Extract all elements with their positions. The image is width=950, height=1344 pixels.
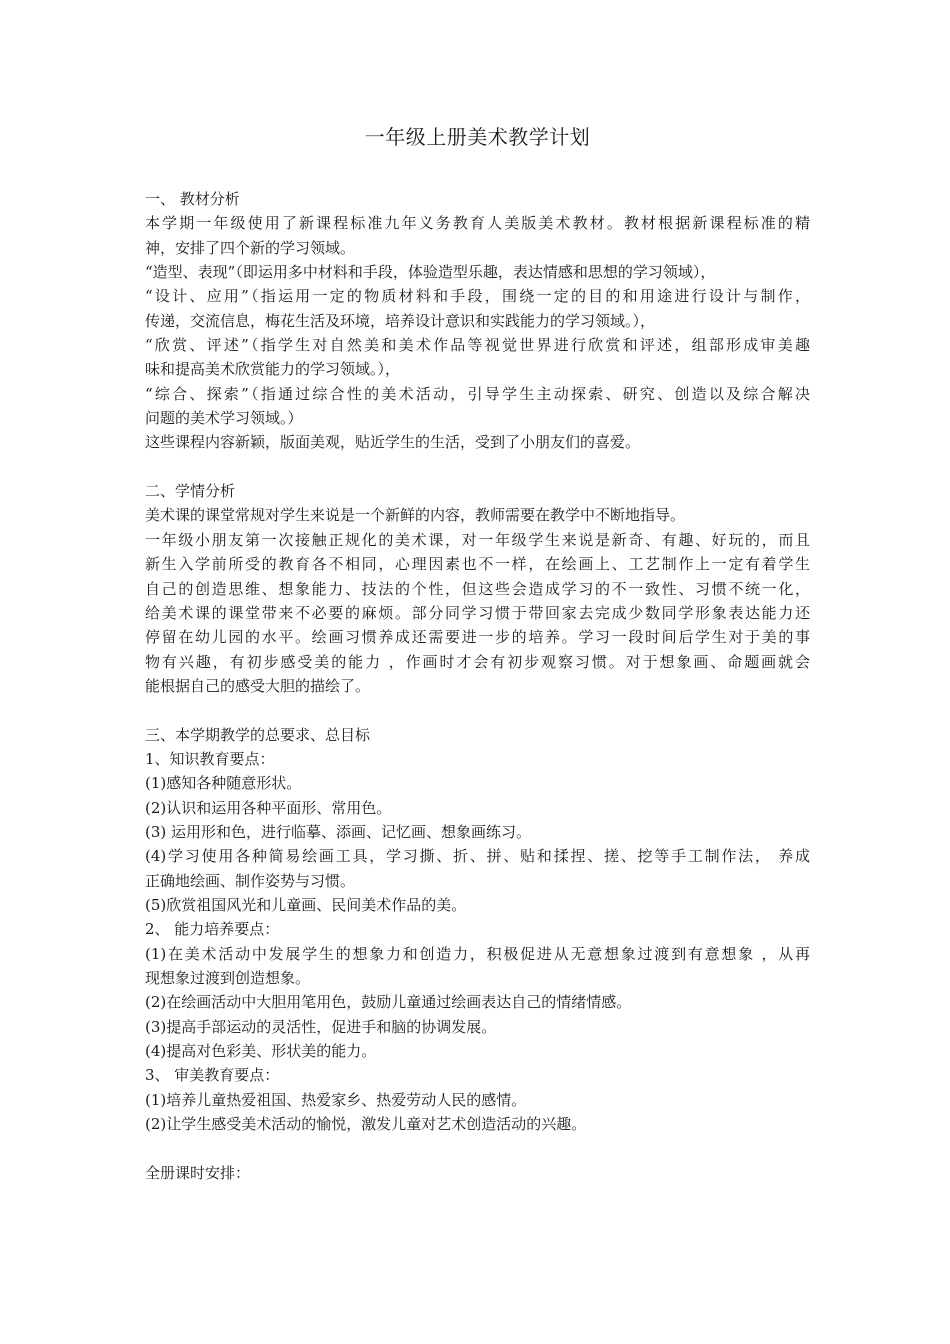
paragraph-line: 新生入学前所受的教育各不相同，心理因素也不一样，在绘画上、工艺制作上一定有着学生 <box>145 555 810 574</box>
paragraph-line: 问题的美术学习领域。） <box>145 409 303 428</box>
blank-line <box>145 698 810 722</box>
list-item: 现想象过渡到创造想象。 <box>145 969 311 987</box>
section-heading: 二、学情分析 <box>145 482 236 501</box>
section-heading: 一、 教材分析 <box>145 190 240 208</box>
paragraph-line: 能根据自己的感受大胆的描绘了。 <box>145 676 371 695</box>
list-item: (1)感知各种随意形状。 <box>145 774 302 793</box>
list-item: (4)学习使用各种简易绘画工具，学习撕、折、拼、贴和揉捏、搓、挖等手工制作法， 养成 <box>145 847 810 866</box>
subsection-heading: 3、 审美教育要点： <box>145 1066 280 1085</box>
list-item: 正确地绘画、制作姿势与习惯。 <box>145 871 356 890</box>
list-item: (1)培养儿童热爱祖国、热爱家乡、热爱劳动人民的感情。 <box>145 1090 527 1109</box>
blank-line <box>145 455 810 479</box>
list-item: (1)在美术活动中发展学生的想象力和创造力，积极促进从无意想象过渡到有意想象 ，从再 <box>145 944 810 963</box>
paragraph-line: 美术课的课堂常规对学生来说是一个新鲜的内容，教师需要在教学中不断地指导。 <box>145 506 686 525</box>
list-item: (2)让学生感受美术活动的愉悦，激发儿童对艺术创造活动的兴趣。 <box>145 1115 587 1134</box>
paragraph-line: “设计、应用”（指运用一定的物质材料和手段，围绕一定的目的和用途进行设计与制作， <box>145 287 810 306</box>
paragraph-line: 自己的创造思维、想象能力、技法的个性，但这些会造成学习的不一致性、习惯不统一化， <box>145 579 810 598</box>
paragraph-line: 停留在幼儿园的水平。绘画习惯养成还需要进一步的培养。学习一段时间后学生对于美的事 <box>145 628 810 647</box>
paragraph-line: “综合、探索”（指通过综合性的美术活动，引导学生主动探索、研究、创造以及综合解决 <box>145 384 810 403</box>
paragraph-line: 味和提高美术欣赏能力的学习领域。）， <box>145 360 401 379</box>
paragraph-line: “欣赏、评述”（指学生对自然美和美术作品等视觉世界进行欣赏和评述，组部形成审美趣 <box>145 336 810 355</box>
subsection-heading: 2、 能力培养要点： <box>145 920 280 939</box>
list-item: (2)认识和运用各种平面形、常用色。 <box>145 798 392 817</box>
list-item: (2)在绘画活动中大胆用笔用色，鼓励儿童通过绘画表达自己的情绪情感。 <box>145 993 632 1012</box>
paragraph-line: 本学期一年级使用了新课程标准九年义务教育人美版美术教材。教材根据新课程标准的精 <box>145 214 810 233</box>
paragraph-line: 一年级小朋友第一次接触正规化的美术课，对一年级学生来说是新奇、有趣、好玩的，而且 <box>145 530 810 549</box>
paragraph-line: 给美术课的课堂带来不必要的麻烦。部分同学习惯于带回家去完成少数同学形象表达能力还 <box>145 603 810 622</box>
paragraph-line: 物有兴趣，有初步感受美的能力 ，作画时才会有初步观察习惯。对于想象画、命题画就会 <box>145 652 810 671</box>
blank-line <box>145 1136 810 1160</box>
paragraph-line: 传递，交流信息，梅花生活及环境，培养设计意识和实践能力的学习领域。）， <box>145 311 656 330</box>
subsection-heading: 1、知识教育要点： <box>145 749 275 768</box>
list-item: (3)提高手部运动的灵活性，促进手和脑的协调发展。 <box>145 1017 497 1036</box>
list-item: (5)欣赏祖国风光和儿童画、民间美术作品的美。 <box>145 895 467 914</box>
section-heading: 三、本学期教学的总要求、总目标 <box>145 725 371 744</box>
document-title: 一年级上册美术教学计划 <box>364 125 591 149</box>
paragraph-line: “造型、表现”（即运用多中材料和手段，体验造型乐趣，表达情感和思想的学习领域）， <box>145 263 716 282</box>
list-item: (4)提高对色彩美、形状美的能力。 <box>145 1042 377 1061</box>
list-item: (3) 运用形和色，进行临摹、添画、记忆画、想象画练习。 <box>145 822 532 841</box>
section-heading: 全册课时安排： <box>145 1163 251 1182</box>
paragraph-line: 神，安排了四个新的学习领域。 <box>145 238 356 257</box>
document-body <box>145 187 810 1185</box>
paragraph-line: 这些课程内容新颖，版面美观，贴近学生的生活，受到了小朋友们的喜爱。 <box>145 433 641 452</box>
